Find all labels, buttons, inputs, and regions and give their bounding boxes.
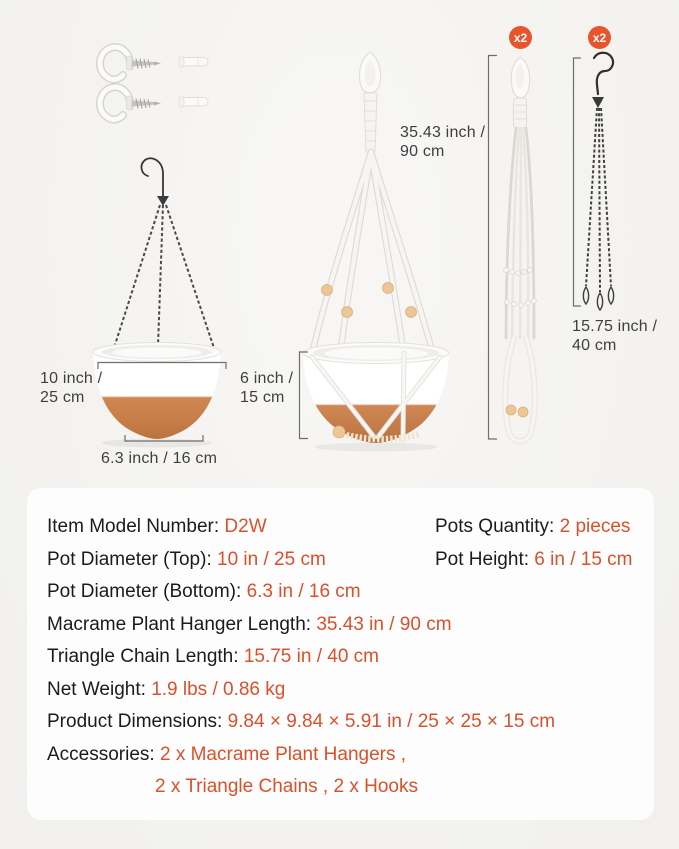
spec-row-product-dimensions bbox=[47, 706, 636, 739]
macrame-hanger-qty-badge: x2 bbox=[509, 26, 532, 49]
spec-row-hanger-length bbox=[47, 609, 636, 642]
spec-row-pot-diameter-top bbox=[47, 544, 636, 577]
spec-label: Accessories: bbox=[47, 743, 155, 765]
spec-value: 10 in / 25 cm bbox=[217, 548, 326, 570]
wall-anchors-illustration bbox=[179, 56, 208, 108]
macrame-hanger-illustration bbox=[504, 57, 537, 441]
spec-row-pot-diameter-bottom bbox=[47, 576, 636, 609]
spec-label: Net Weight: bbox=[47, 678, 146, 700]
spec-label: Pot Diameter (Bottom): bbox=[47, 581, 242, 602]
chain-length-label: 15.75 inch / 40 cm bbox=[572, 318, 658, 354]
spec-label: Product Dimensions: bbox=[47, 711, 223, 732]
hanger-length-label: 35.43 inch / 90 cm bbox=[400, 124, 486, 160]
spec-row-accessories-continued bbox=[47, 771, 636, 804]
pot-top-diameter-label: 10 inch / 25 cm bbox=[40, 370, 103, 406]
spec-label: Pots Quantity: bbox=[435, 516, 555, 537]
spec-value: 6.3 in / 16 cm bbox=[246, 581, 361, 602]
spec-row-pot-height bbox=[435, 544, 633, 577]
spec-value: 2 x Macrame Plant Hangers , bbox=[159, 743, 407, 765]
spec-row-pots-quantity bbox=[435, 511, 630, 544]
spec-row-chain-length bbox=[47, 641, 636, 674]
spec-value: 1.9 lbs / 0.86 kg bbox=[151, 678, 286, 700]
pot-height-label: 6 inch / 15 cm bbox=[240, 370, 294, 406]
spec-value: 9.84 × 9.84 × 5.91 in / 25 × 25 × 15 cm bbox=[227, 711, 556, 732]
spec-value: 2 x Triangle Chains , 2 x Hooks bbox=[155, 776, 418, 797]
spec-label: Pot Height: bbox=[435, 548, 529, 570]
spec-row-accessories bbox=[47, 739, 636, 772]
spec-panel bbox=[27, 488, 654, 820]
spec-value: 35.43 in / 90 cm bbox=[316, 613, 452, 635]
spec-value: 15.75 in / 40 cm bbox=[243, 646, 380, 667]
dimension-bracket-hanger-length bbox=[489, 56, 498, 440]
spec-label: Item Model Number: bbox=[47, 516, 220, 537]
spec-value: 6 in / 15 cm bbox=[534, 548, 633, 570]
spec-value: D2W bbox=[224, 516, 267, 537]
spec-label: Pot Diameter (Top): bbox=[47, 548, 212, 570]
dimension-bracket-chain-length bbox=[574, 58, 582, 306]
macrame-planter-illustration bbox=[303, 52, 449, 452]
spec-value: 2 pieces bbox=[559, 516, 631, 537]
spec-row-item-model bbox=[47, 511, 636, 544]
spec-label: Macrame Plant Hanger Length: bbox=[47, 613, 312, 635]
triangle-chain-illustration bbox=[583, 53, 613, 310]
pot-bottom-diameter-label: 6.3 inch / 16 cm bbox=[101, 450, 218, 467]
chain-planter-illustration bbox=[93, 158, 221, 447]
triangle-chain-qty-badge: x2 bbox=[588, 26, 611, 49]
cup-hooks-illustration bbox=[100, 47, 161, 119]
spec-row-net-weight bbox=[47, 674, 636, 707]
spec-label: Triangle Chain Length: bbox=[47, 646, 239, 667]
